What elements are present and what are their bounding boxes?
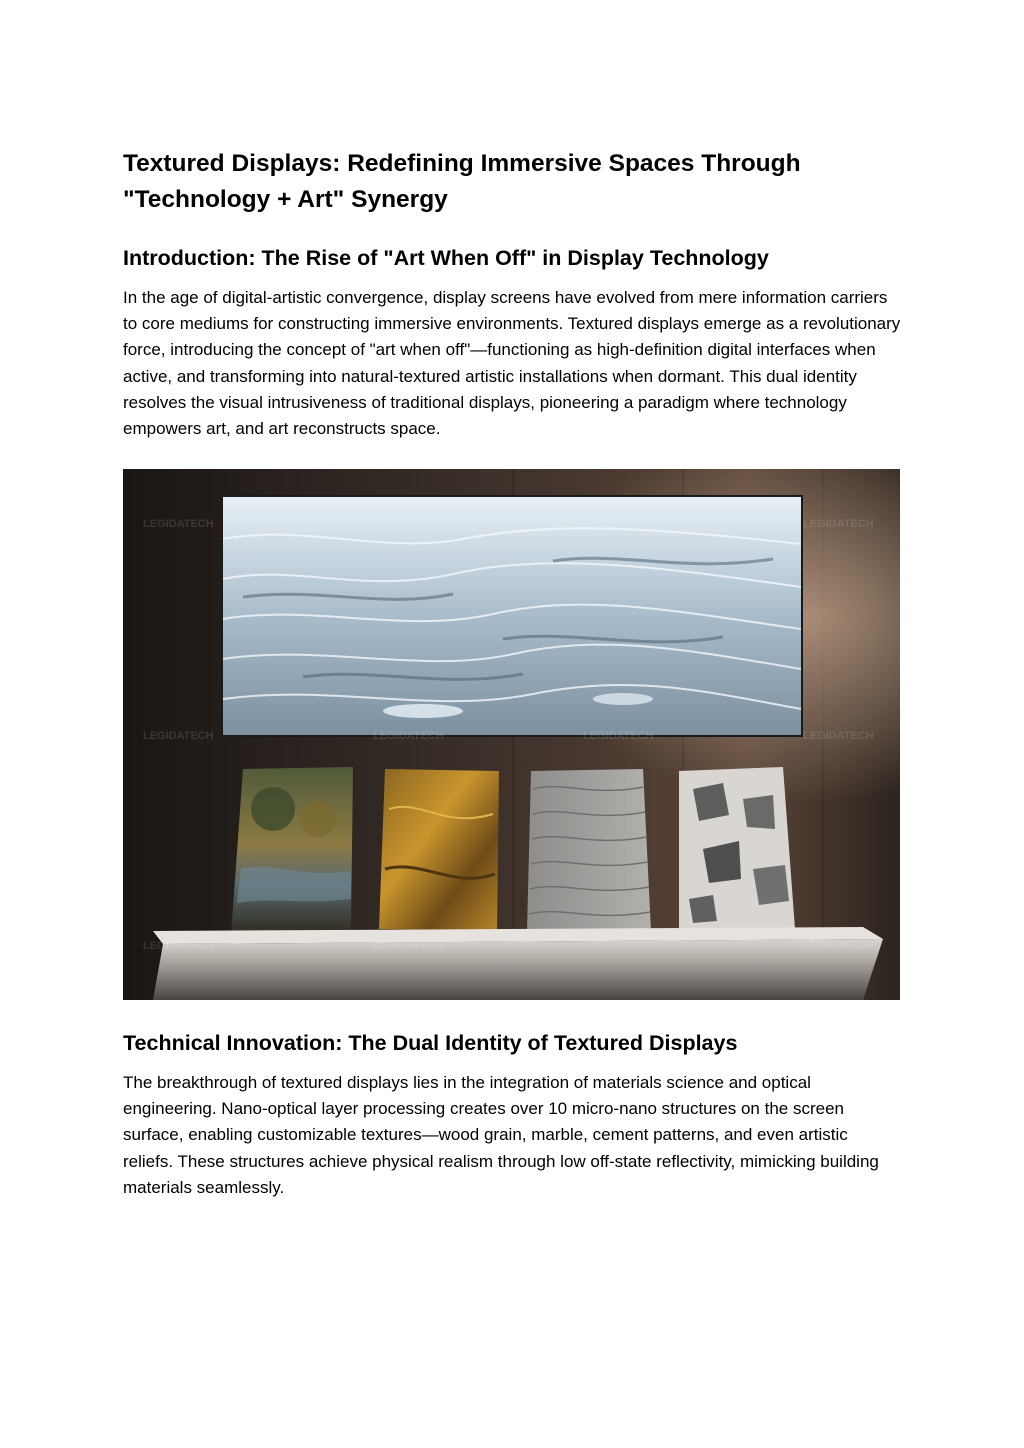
textured-display-photo — [123, 469, 900, 1000]
watermark-text: LEGIDATECH — [373, 730, 444, 742]
watermark-text: LEGIDATECH — [143, 730, 214, 742]
section-body-technical-innovation: The breakthrough of textured displays lies in the integration of materials science and optical engineering. Nano-optical layer processing creates over 10 micro-nano structures on the screen surface, enabling customizable textures—wood grain, marble, cement patterns, and even artistic reliefs. These structures achieve physical realism through low off-state reflectivity, mimicking building materials seamlessly. — [123, 1073, 879, 1197]
watermark-text: LEGIDATECH — [803, 940, 874, 952]
panel-landscape-painting — [231, 767, 353, 935]
panel-terrazzo-stone — [679, 767, 795, 931]
section-heading-introduction: Introduction: The Rise of "Art When Off" in Display Technology — [123, 246, 769, 270]
watermark-text: LEGIDATECH — [803, 730, 874, 742]
document-title: Textured Displays: Redefining Immersive Spaces Through "Technology + Art" Synergy — [123, 150, 801, 213]
watermark-text: LEGIDATECH — [143, 940, 214, 952]
section-body-introduction: In the age of digital-artistic convergence, display screens have evolved from mere information carriers to core mediums for constructing immersive environments. Textured displays emerge as a revolutionary force, introducing the concept of "art when off"—functioning as high-definition digital interfaces when active, and transforming into natural-textured artistic installations when dormant. This dual identity resolves the visual intrusiveness of traditional displays, pioneering a paradigm where technology empowers art, and art reconstructs space. — [123, 288, 901, 439]
section-heading-technical-innovation: Technical Innovation: The Dual Identity of Textured Displays — [123, 1031, 738, 1055]
watermark-text: LEGIDATECH — [583, 730, 654, 742]
panel-grey-wave-relief — [527, 769, 651, 931]
watermark-text: LEGIDATECH — [373, 940, 444, 952]
watermark-text: LEGIDATECH — [143, 518, 214, 530]
panel-gold-marble — [379, 769, 499, 931]
watermark-text: LEGIDATECH — [803, 518, 874, 530]
